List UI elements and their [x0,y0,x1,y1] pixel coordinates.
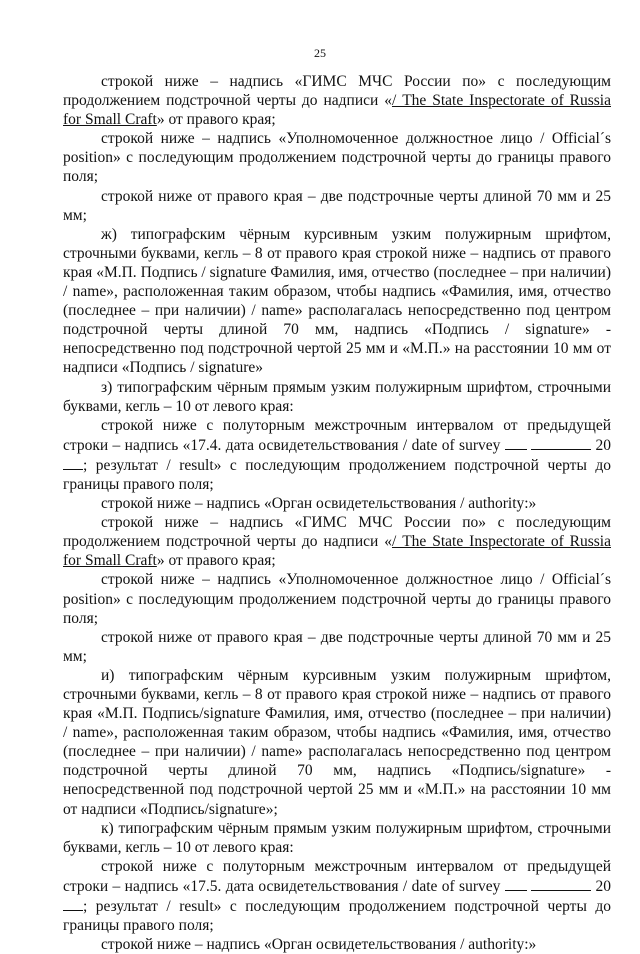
blank-line [63,455,83,470]
paragraph: строкой ниже с полуторным межстрочным интервалом от предыдущей строки – надпись «17.4. дата освидетельствования / date of survey 20; результат / result» с последующим продолжением подстрочной черты до границы правого поля; [63,416,611,493]
page-number: 25 [314,46,326,60]
underlined-text: / The State Inspectorate of Russia for Small Craft [63,92,611,129]
blank-line [505,876,527,891]
paragraph: строкой ниже – надпись «ГИМС МЧС России по» с последующим продолжением подстрочной черты до надписи «/ The State Inspectorate of Russia for Small Craft» от правого края; [63,73,611,129]
underlined-text: / The State Inspectorate of Russia for Small Craft [63,533,611,570]
paragraph: и) типографским чёрным курсивным узким полужирным шрифтом, строчными буквами, кегль – 8 от правого края строкой ниже – надпись от правого края «М.П. Подпись/signature Фамилия, имя, отчество (последнее – при наличии) / name», расположенная таким образом, чтобы надпись «Фамилия, имя, отчество (последнее – при наличии) / name» располагалась непосредственно под центром подстрочной черты длиной 70 мм, надпись «Подпись/signature» - непосредственной под подстрочной чертой 25 мм и «М.П.» на расстоянии 10 мм от надписи «Подпись/signature»; [63,666,611,818]
blank-line [531,876,591,891]
paragraph: строкой ниже от правого края – две подстрочные черты длиной 70 мм и 25 мм; [63,628,611,665]
blank-line [63,896,83,911]
document-body [63,72,611,954]
paragraph: з) типографским чёрным прямым узким полужирным шрифтом, строчными буквами, кегль – 10 от левого края: [63,378,611,415]
paragraph: строкой ниже – надпись «Уполномоченное должностное лицо / Official´s position» с последующим продолжением подстрочной черты до границы правого поля; [63,571,611,627]
paragraph: строкой ниже – надпись «Уполномоченное должностное лицо / Official´s position» с последующим продолжением подстрочной черты до границы правого поля; [63,130,611,186]
paragraph: строкой ниже – надпись «Орган освидетельствования / authority:» [101,936,537,954]
blank-line [505,435,527,450]
paragraph: строкой ниже от правого края – две подстрочные черты длиной 70 мм и 25 мм; [63,187,611,224]
paragraph: строкой ниже – надпись «ГИМС МЧС России по» с последующим продолжением подстрочной черты до надписи «/ The State Inspectorate of Russia for Small Craft» от правого края; [63,514,611,570]
blank-line [531,435,591,450]
paragraph: строкой ниже – надпись «Орган освидетельствования / authority:» [101,495,537,513]
paragraph: ж) типографским чёрным курсивным узким полужирным шрифтом, строчными буквами, кегль – 8 от правого края строкой ниже – надпись от правого края «М.П. Подпись / signature Фамилия, имя, отчество (последнее – при наличии) / name», расположенная таким образом, чтобы надпись «Фамилия, имя, отчество (последнее – при наличии) / name» располагалась непосредственно под центром подстрочной черты длиной 70 мм, надпись «Подпись / signature» - непосредственно под подстрочной чертой 25 мм и «М.П.» на расстоянии 10 мм от надписи «Подпись / signature» [63,225,611,377]
paragraph: строкой ниже с полуторным межстрочным интервалом от предыдущей строки – надпись «17.5. дата освидетельствования / date of survey 20; результат / result» с последующим продолжением подстрочной черты до границы правого поля; [63,857,611,935]
paragraph: к) типографским чёрным прямым узким полужирным шрифтом, строчными буквами, кегль – 10 от левого края: [63,819,611,856]
